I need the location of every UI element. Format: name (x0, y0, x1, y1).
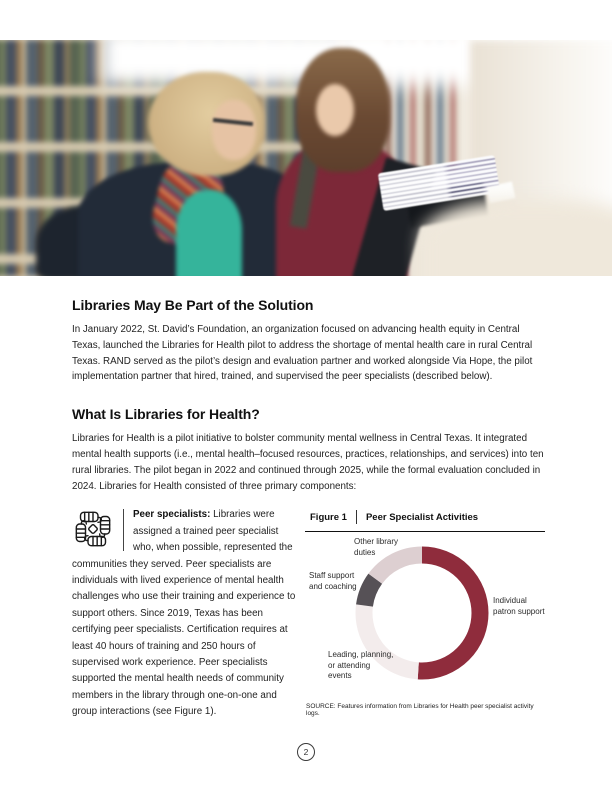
photo-woman1-shirt (176, 190, 242, 276)
hero-photo (0, 40, 612, 276)
figure-header (305, 507, 545, 532)
section-heading-solution: Libraries May Be Part of the Solution (72, 297, 314, 313)
chart-label-staff-support: Staff support and coaching (309, 571, 357, 591)
figure-header-divider (356, 510, 357, 524)
figure-source-note: SOURCE: Features information from Libraries for Health peer specialist activity logs. (306, 703, 534, 718)
photo-foreground-blur (420, 200, 612, 276)
page-number: 2 (303, 747, 309, 757)
solution-paragraph: In January 2022, St. David’s Foundation, an organization focused on advancing health equity in Central Texas, launched the Libraries for Health pilot to address the shortage of mental health care in rural Central Texas. RAND served as the pilot’s design and evaluation partner and worked alongside Via Hope, the pilot implementation partner that hired, trained, and supervised the peer specialists (described below). (72, 324, 533, 383)
peer-specialists-lead: Peer specialists: (133, 509, 211, 521)
photo-woman1-face (212, 100, 256, 160)
peer-specialists-icon-block (72, 509, 124, 551)
figure-1 (305, 507, 545, 717)
donut-chart-area (305, 535, 545, 697)
section-heading-what-is: What Is Libraries for Health? (72, 406, 260, 423)
figure-label: Figure 1 (310, 511, 347, 523)
four-hands-teamwork-icon (72, 509, 114, 549)
peer-specialists-body: Libraries were assigned a trained peer specialist who, when possible, represented the communities they served. Peer specialists are individuals with lived experience of mental health challenges who use their training and experience to support others. Since 2019, Texas has been certifying peer specialists. Certification requires at least 40 hours of training and 250 hours of supervised work experience. Peer specialists supported the mental health needs of community members in the library through one-on-one and group interactions (see Figure 1). (72, 509, 296, 718)
page-number-badge (297, 743, 315, 761)
photo-woman2-face (316, 84, 354, 136)
figure-title: Peer Specialist Activities (365, 511, 479, 523)
what-is-paragraph: Libraries for Health is a pilot initiative to bolster community mental wellness in Central Texas. It integrated mental health supports (i.e., mental health–focused resources, practices, relationships, and services) into ten rural libraries. The pilot began in 2022 and continued through 2025, while the formal evaluation concluded in 2024. Libraries for Health consisted of three primary components: (72, 433, 544, 492)
chart-label-individual-patron-support: Individual patron support (493, 596, 545, 616)
peer-specialists-column (72, 507, 296, 720)
chart-label-leading-events: Leading, planning, or attending events (328, 650, 394, 681)
chart-label-other-library-duties: Other library duties (354, 537, 399, 557)
